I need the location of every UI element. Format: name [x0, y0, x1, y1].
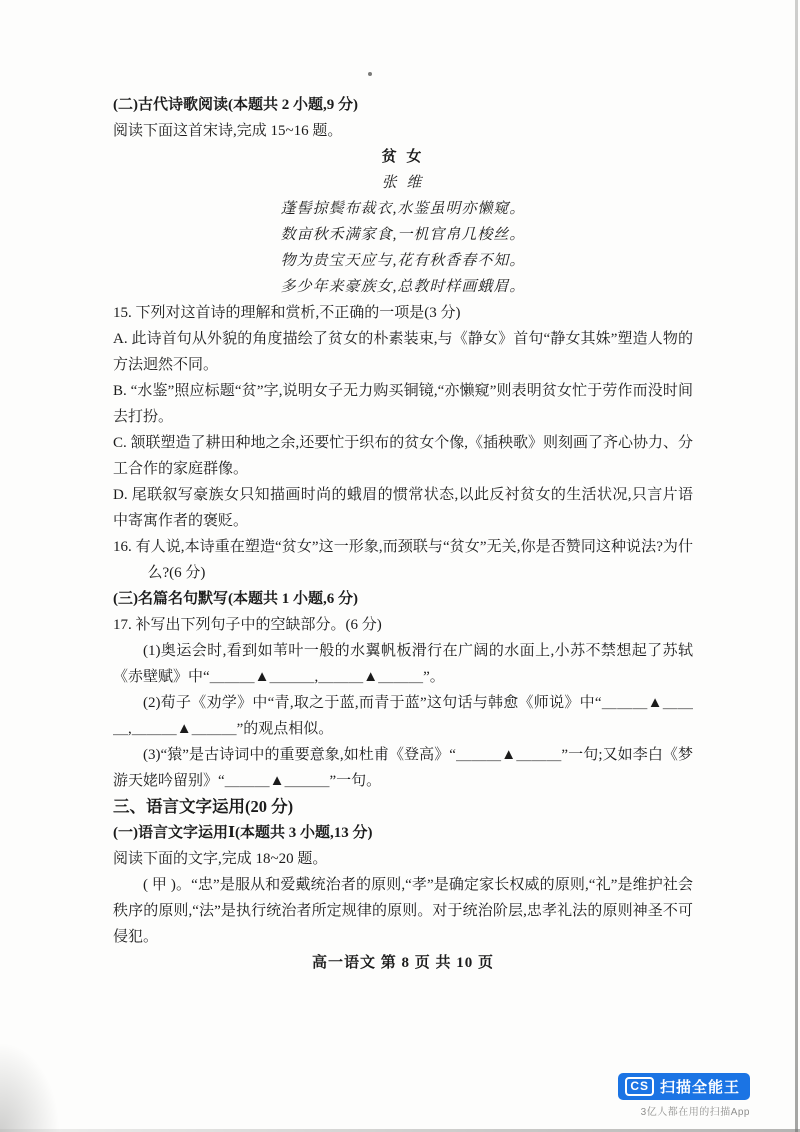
poem-line: 物为贵宝天应与,花有秋香春不知。 — [280, 253, 526, 269]
poem-line: 蓬髻掠鬓布裁衣,水鉴虽明亦懒窥。 — [280, 201, 526, 217]
scan-edge-right — [795, 0, 798, 1132]
camscanner-tagline: 3亿人都在用的扫描App — [640, 1107, 750, 1118]
question-17-stem: 17. 补写出下列句子中的空缺部分。(6 分) — [113, 617, 382, 633]
question-15-option-d: D. 尾联叙写豪族女只知描画时尚的蛾眉的惯常状态,以此反衬贫女的生活状况,只言片语中寄寓作者的褒贬。 — [113, 487, 693, 529]
scan-speck — [368, 72, 372, 76]
camscanner-watermark — [618, 1073, 750, 1118]
section-heading-poetry: (二)古代诗歌阅读(本题共 2 小题,9 分) — [113, 97, 358, 113]
question-15-option-c: C. 颔联塑造了耕田种地之余,还要忙于织布的贫女个像,《插秧歌》则刻画了齐心协力、分工合作的家庭群像。 — [113, 435, 694, 477]
question-16: 16. 有人说,本诗重在塑造“贫女”这一形象,而颈联与“贫女”无关,你是否赞同这种说法?为什么?(6 分) — [113, 539, 693, 581]
language-intro: 阅读下面的文字,完成 18~20 题。 — [113, 851, 328, 867]
poem-author: 张 维 — [381, 175, 425, 191]
sub-heading-language-1: (一)语言文字运用Ⅰ(本题共 3 小题,13 分) — [113, 825, 373, 841]
section-heading-dictation: (三)名篇名句默写(本题共 1 小题,6 分) — [113, 591, 358, 607]
section-heading-language: 三、语言文字运用(20 分) — [113, 797, 294, 816]
question-15-stem: 15. 下列对这首诗的理解和赏析,不正确的一项是(3 分) — [113, 305, 461, 321]
camscanner-logo-icon: CS — [625, 1077, 654, 1096]
question-17-item-3: (3)“猿”是古诗词中的重要意象,如杜甫《登高》“＿＿＿▲＿＿＿”一句;又如李白《梦游天姥吟留别》“＿＿＿▲＿＿＿”一句。 — [113, 747, 693, 789]
question-15-option-a: A. 此诗首句从外貌的角度描绘了贫女的朴素装束,与《静女》首句“静女其姝”塑造人物的方法迥然不同。 — [113, 331, 693, 373]
poem-line: 数亩秋禾满家食,一机官帛几梭丝。 — [280, 227, 526, 243]
scan-corner-shadow — [0, 1042, 60, 1132]
poem-line: 多少年来豪族女,总教时样画蛾眉。 — [280, 279, 526, 295]
question-15-option-b: B. “水鉴”照应标题“贫”字,说明女子无力购买铜镜,“亦懒窥”则表明贫女忙于劳作而没时间去打扮。 — [113, 383, 693, 425]
camscanner-pill — [618, 1073, 750, 1100]
camscanner-name: 扫描全能王 — [659, 1079, 740, 1096]
exam-content — [113, 92, 693, 976]
poem-title: 贫 女 — [381, 149, 425, 165]
poetry-intro: 阅读下面这首宋诗,完成 15~16 题。 — [113, 123, 343, 139]
language-paragraph: ( 甲 )。“忠”是服从和爱戴统治者的原则,“孝”是确定家长权威的原则,“礼”是维护社会秩序的原则,“法”是执行统治者所定规律的原则。对于统治阶层,忠孝礼法的原则神圣不可侵犯。 — [113, 877, 693, 945]
page-footer: 高一语文 第 8 页 共 10 页 — [311, 955, 494, 971]
question-17-item-2: (2)荀子《劝学》中“青,取之于蓝,而青于蓝”这句话与韩愈《师说》中“＿＿＿▲＿＿＿,＿＿＿▲＿＿＿”的观点相似。 — [113, 695, 693, 737]
question-17-item-1: (1)奥运会时,看到如苇叶一般的水翼帆板滑行在广阔的水面上,小苏不禁想起了苏轼《赤壁赋》中“＿＿＿▲＿＿＿,＿＿＿▲＿＿＿”。 — [113, 643, 693, 685]
